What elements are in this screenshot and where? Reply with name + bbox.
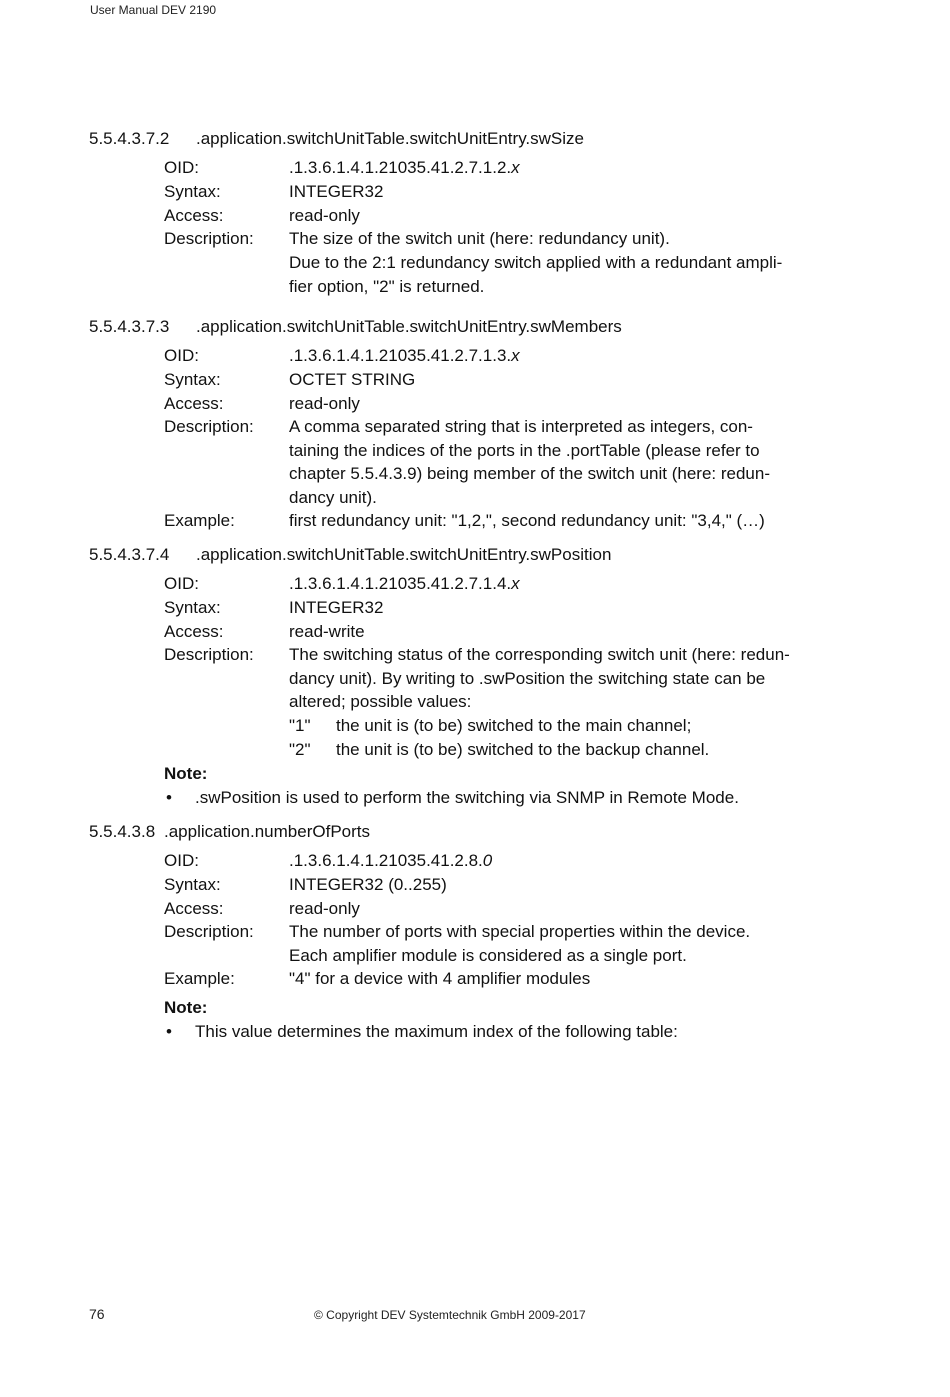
- note-label: Note:: [164, 764, 208, 783]
- description-line: Due to the 2:1 redundancy switch applied with a redundant ampli-: [289, 253, 783, 272]
- access-value: read-only: [289, 206, 360, 225]
- description-line: altered; possible values:: [289, 692, 472, 711]
- note-text: This value determines the maximum index of the following table:: [195, 1022, 678, 1041]
- syntax-value: OCTET STRING: [289, 370, 416, 389]
- oid-value: .1.3.6.1.4.1.21035.41.2.7.1.3.x: [289, 346, 520, 365]
- oid-label: OID:: [164, 851, 199, 870]
- section-number: 5.5.4.3.7.4: [89, 545, 170, 564]
- section-title: .application.switchUnitTable.switchUnitEntry.swMembers: [196, 317, 622, 336]
- note-text: .swPosition is used to perform the switching via SNMP in Remote Mode.: [195, 788, 739, 807]
- running-header: User Manual DEV 2190: [90, 3, 217, 17]
- example-value: first redundancy unit: "1,2,", second redundancy unit: "3,4," (…): [289, 511, 765, 530]
- description-line: dancy unit).: [289, 488, 377, 507]
- description-line: taining the indices of the ports in the .portTable (please refer to: [289, 441, 760, 460]
- bullet-icon: •: [166, 788, 172, 807]
- access-value: read-only: [289, 899, 360, 918]
- description-label: Description:: [164, 229, 254, 248]
- description-line: chapter 5.5.4.3.9) being member of the switch unit (here: redun-: [289, 464, 770, 483]
- access-value: read-only: [289, 394, 360, 413]
- oid-label: OID:: [164, 346, 199, 365]
- example-label: Example:: [164, 969, 235, 988]
- syntax-label: Syntax:: [164, 370, 221, 389]
- section-number: 5.5.4.3.7.3: [89, 317, 170, 336]
- description-line: The number of ports with special properties within the device.: [289, 922, 751, 941]
- access-value: read-write: [289, 622, 365, 641]
- syntax-label: Syntax:: [164, 598, 221, 617]
- syntax-value: INTEGER32: [289, 182, 384, 201]
- description-line: The size of the switch unit (here: redundancy unit).: [289, 229, 670, 248]
- section-title: .application.switchUnitTable.switchUnitEntry.swSize: [196, 129, 585, 148]
- section-title: .application.numberOfPorts: [164, 822, 370, 841]
- copyright-notice: © Copyright DEV Systemtechnik GmbH 2009-2017: [314, 1308, 586, 1322]
- note-label: Note:: [164, 998, 208, 1017]
- syntax-label: Syntax:: [164, 875, 221, 894]
- value-key: "2": [289, 740, 311, 759]
- oid-value: .1.3.6.1.4.1.21035.41.2.7.1.2.x: [289, 158, 520, 177]
- syntax-value: INTEGER32 (0..255): [289, 875, 447, 894]
- section-number: 5.5.4.3.8: [89, 822, 156, 841]
- description-label: Description:: [164, 417, 254, 436]
- example-label: Example:: [164, 511, 235, 530]
- syntax-value: INTEGER32: [289, 598, 384, 617]
- value-text: the unit is (to be) switched to the backup channel.: [336, 740, 710, 759]
- description-label: Description:: [164, 922, 254, 941]
- section-number: 5.5.4.3.7.2: [89, 129, 170, 148]
- page-number: 76: [89, 1306, 105, 1322]
- value-text: the unit is (to be) switched to the main channel;: [336, 716, 692, 735]
- description-line: Each amplifier module is considered as a single port.: [289, 946, 687, 965]
- description-line: A comma separated string that is interpreted as integers, con-: [289, 417, 753, 436]
- description-line: dancy unit). By writing to .swPosition the switching state can be: [289, 669, 766, 688]
- access-label: Access:: [164, 622, 224, 641]
- description-line: The switching status of the corresponding switch unit (here: redun-: [289, 645, 790, 664]
- value-key: "1": [289, 716, 311, 735]
- oid-value: .1.3.6.1.4.1.21035.41.2.8.0: [289, 851, 493, 870]
- description-label: Description:: [164, 645, 254, 664]
- section-title: .application.switchUnitTable.switchUnitEntry.swPosition: [196, 545, 612, 564]
- oid-label: OID:: [164, 574, 199, 593]
- bullet-icon: •: [166, 1022, 172, 1041]
- oid-value: .1.3.6.1.4.1.21035.41.2.7.1.4.x: [289, 574, 520, 593]
- description-line: fier option, "2" is returned.: [289, 277, 485, 296]
- access-label: Access:: [164, 394, 224, 413]
- access-label: Access:: [164, 899, 224, 918]
- access-label: Access:: [164, 206, 224, 225]
- syntax-label: Syntax:: [164, 182, 221, 201]
- example-value: "4" for a device with 4 amplifier modules: [289, 969, 591, 988]
- oid-label: OID:: [164, 158, 199, 177]
